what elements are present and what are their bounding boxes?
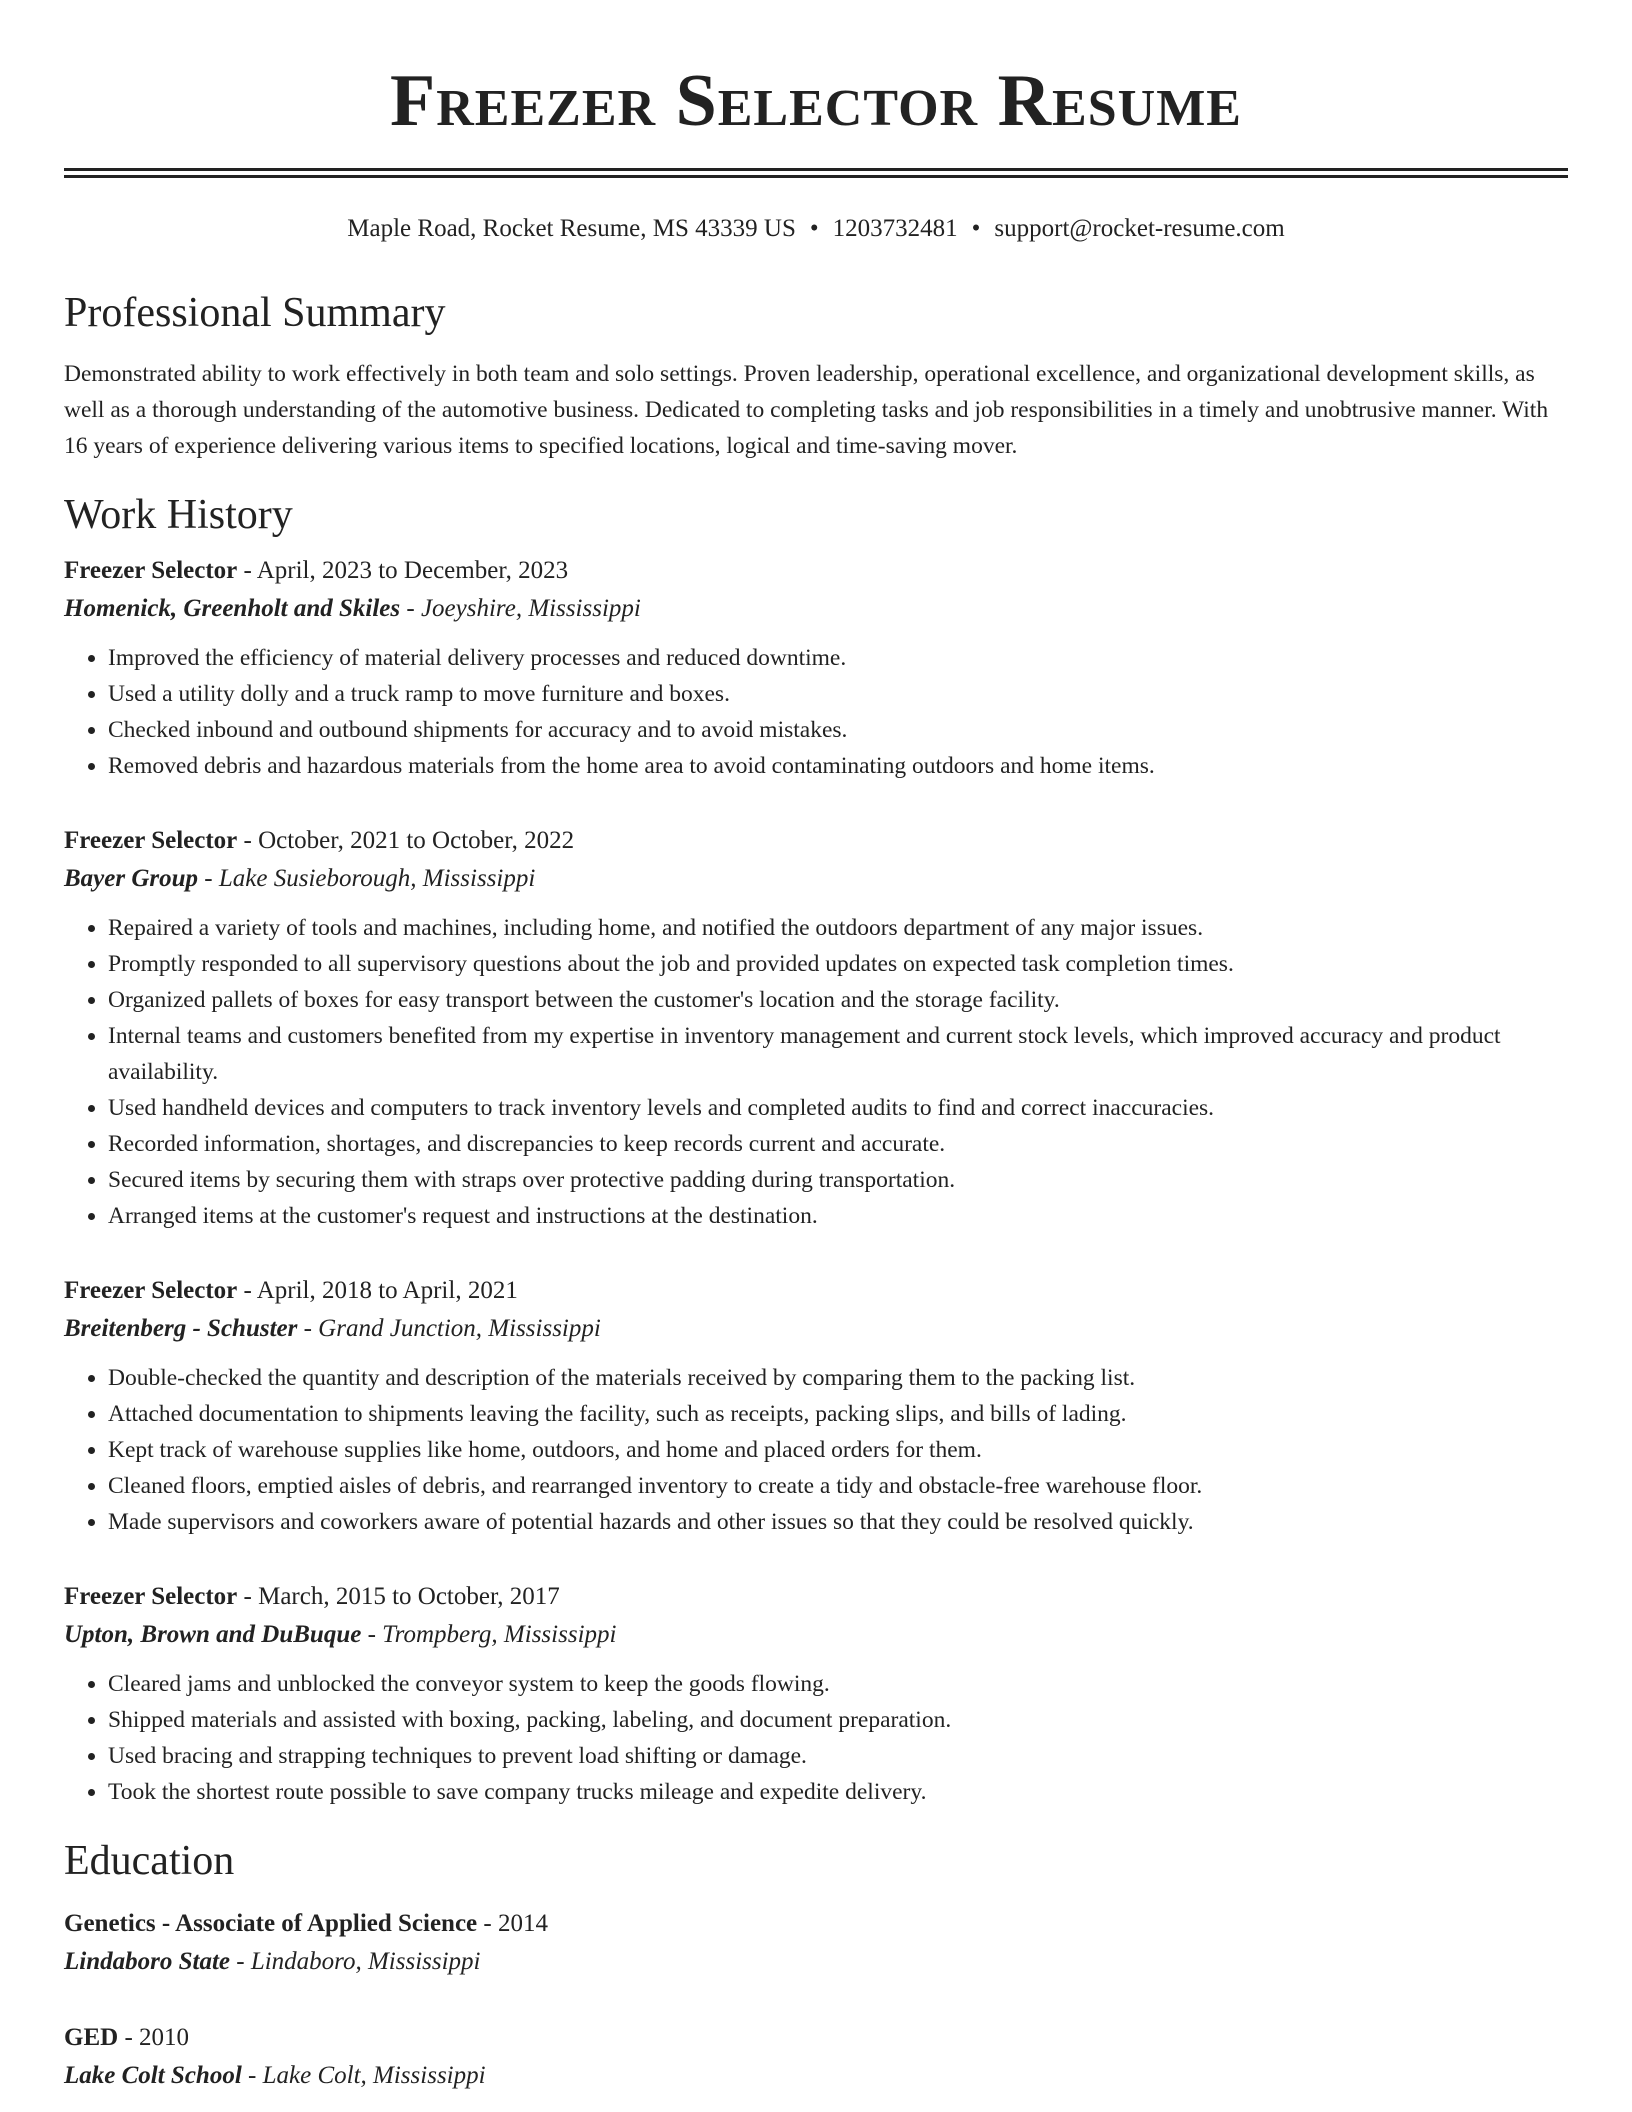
page-title: Freezer Selector Resume xyxy=(390,60,1242,142)
school-name: Lake Colt School xyxy=(64,2061,242,2089)
contact-separator: • xyxy=(971,215,981,242)
education-entry xyxy=(64,2019,1568,2095)
education-entry xyxy=(64,1905,1568,1981)
title-divider xyxy=(64,168,1568,178)
contact-line xyxy=(64,214,1568,244)
bullet-item: • Internal teams and customers benefited from my expertise in inventory management and current stock levels, which improved accuracy and product availability. xyxy=(108,1018,1568,1090)
degree-line xyxy=(64,1905,1568,1943)
degree-name: GED xyxy=(64,2023,119,2051)
job-role: Freezer Selector xyxy=(64,1277,238,1305)
job-role: Freezer Selector xyxy=(64,1583,238,1611)
company-location: - Lake Susieborough, Mississippi xyxy=(198,865,536,893)
job-title-line xyxy=(64,552,1568,590)
degree-name: Genetics - Associate of Applied Science xyxy=(64,1909,478,1937)
bullet-item: • Used bracing and strapping techniques to prevent load shifting or damage. xyxy=(108,1738,1568,1774)
bullet-item: • Took the shortest route possible to save company trucks mileage and expedite delivery. xyxy=(108,1774,1568,1810)
company-name: Upton, Brown and DuBuque xyxy=(64,1621,362,1649)
school-line xyxy=(64,1943,1568,1981)
summary-heading: Professional Summary xyxy=(64,290,446,336)
bullet-item: • Organized pallets of boxes for easy transport between the customer's location and the storage facility. xyxy=(108,982,1568,1018)
education-heading: Education xyxy=(64,1838,235,1885)
company-line xyxy=(64,1616,1568,1654)
job-dates: - October, 2021 to October, 2022 xyxy=(237,827,575,855)
work-history-list xyxy=(64,552,1568,1810)
contact-email: support@rocket-resume.com xyxy=(994,215,1285,242)
bullet-item: • Improved the efficiency of material delivery processes and reduced downtime. xyxy=(108,640,1568,676)
company-line xyxy=(64,590,1568,628)
contact-phone: 1203732481 xyxy=(832,215,958,242)
bullet-item: • Promptly responded to all supervisory questions about the job and provided updates on expected task completion times. xyxy=(108,946,1568,982)
bullet-item: • Removed debris and hazardous materials from the home area to avoid contaminating outdoors and home items. xyxy=(108,748,1568,784)
summary-text: Demonstrated ability to work effectively in both team and solo settings. Proven leadership, operational excellence, and organizational development skills, as well as a thorough understanding of the automotive business. Dedicated to completing tasks and job responsibilities in a timely and unobtrusive manner. With 16 years of experience delivering various items to specified locations, logical and time-saving mover. xyxy=(64,361,1549,460)
job-bullets xyxy=(64,1666,1568,1810)
job-entry xyxy=(64,822,1568,1234)
bullet-item: • Cleared jams and unblocked the conveyor system to keep the goods flowing. xyxy=(108,1666,1568,1702)
company-name: Breitenberg - Schuster xyxy=(64,1315,298,1343)
education-list xyxy=(64,1905,1568,2095)
job-bullets xyxy=(64,910,1568,1234)
school-name: Lindaboro State xyxy=(64,1947,230,1975)
job-title-line xyxy=(64,1272,1568,1310)
school-location: - Lake Colt, Mississippi xyxy=(241,2061,486,2089)
bullet-item: • Used handheld devices and computers to track inventory levels and completed audits to find and correct inaccuracies. xyxy=(108,1090,1568,1126)
bullet-item: • Made supervisors and coworkers aware of potential hazards and other issues so that they could be resolved quickly. xyxy=(108,1504,1568,1540)
bullet-item: • Recorded information, shortages, and discrepancies to keep records current and accurate. xyxy=(108,1126,1568,1162)
company-line xyxy=(64,1310,1568,1348)
bullet-item: • Double-checked the quantity and description of the materials received by comparing them to the packing list. xyxy=(108,1360,1568,1396)
company-location: - Grand Junction, Mississippi xyxy=(297,1315,601,1343)
bullet-item: • Shipped materials and assisted with boxing, packing, labeling, and document preparation. xyxy=(108,1702,1568,1738)
job-bullets xyxy=(64,1360,1568,1540)
job-role: Freezer Selector xyxy=(64,557,238,585)
contact-address: Maple Road, Rocket Resume, MS 43339 US xyxy=(347,215,796,242)
company-location: - Trompberg, Mississippi xyxy=(361,1621,617,1649)
bullet-item: • Kept track of warehouse supplies like home, outdoors, and home and placed orders for them. xyxy=(108,1432,1568,1468)
job-dates: - April, 2018 to April, 2021 xyxy=(237,1277,518,1305)
company-name: Homenick, Greenholt and Skiles xyxy=(64,595,401,623)
company-line xyxy=(64,860,1568,898)
job-entry xyxy=(64,552,1568,784)
job-bullets xyxy=(64,640,1568,784)
bullet-item: • Used a utility dolly and a truck ramp to move furniture and boxes. xyxy=(108,676,1568,712)
bullet-item: • Secured items by securing them with straps over protective padding during transportation. xyxy=(108,1162,1568,1198)
school-location: - Lindaboro, Mississippi xyxy=(230,1947,481,1975)
company-location: - Joeyshire, Mississippi xyxy=(400,595,641,623)
job-entry xyxy=(64,1578,1568,1810)
bullet-item: • Repaired a variety of tools and machines, including home, and notified the outdoors department of any major issues. xyxy=(108,910,1568,946)
job-dates: - April, 2023 to December, 2023 xyxy=(237,557,569,585)
degree-year: - 2014 xyxy=(477,1909,548,1937)
job-role: Freezer Selector xyxy=(64,827,238,855)
job-title-line xyxy=(64,1578,1568,1616)
job-entry xyxy=(64,1272,1568,1540)
job-title-line xyxy=(64,822,1568,860)
company-name: Bayer Group xyxy=(64,865,199,893)
work-history-heading: Work History xyxy=(64,492,293,539)
bullet-item: • Arranged items at the customer's request and instructions at the destination. xyxy=(108,1198,1568,1234)
degree-year: - 2010 xyxy=(118,2023,190,2051)
bullet-item: • Cleaned floors, emptied aisles of debris, and rearranged inventory to create a tidy and obstacle-free warehouse floor. xyxy=(108,1468,1568,1504)
degree-line xyxy=(64,2019,1568,2057)
bullet-item: • Checked inbound and outbound shipments for accuracy and to avoid mistakes. xyxy=(108,712,1568,748)
bullet-item: • Attached documentation to shipments leaving the facility, such as receipts, packing slips, and bills of lading. xyxy=(108,1396,1568,1432)
job-dates: - March, 2015 to October, 2017 xyxy=(237,1583,560,1611)
school-line xyxy=(64,2057,1568,2095)
contact-separator: • xyxy=(809,215,819,242)
